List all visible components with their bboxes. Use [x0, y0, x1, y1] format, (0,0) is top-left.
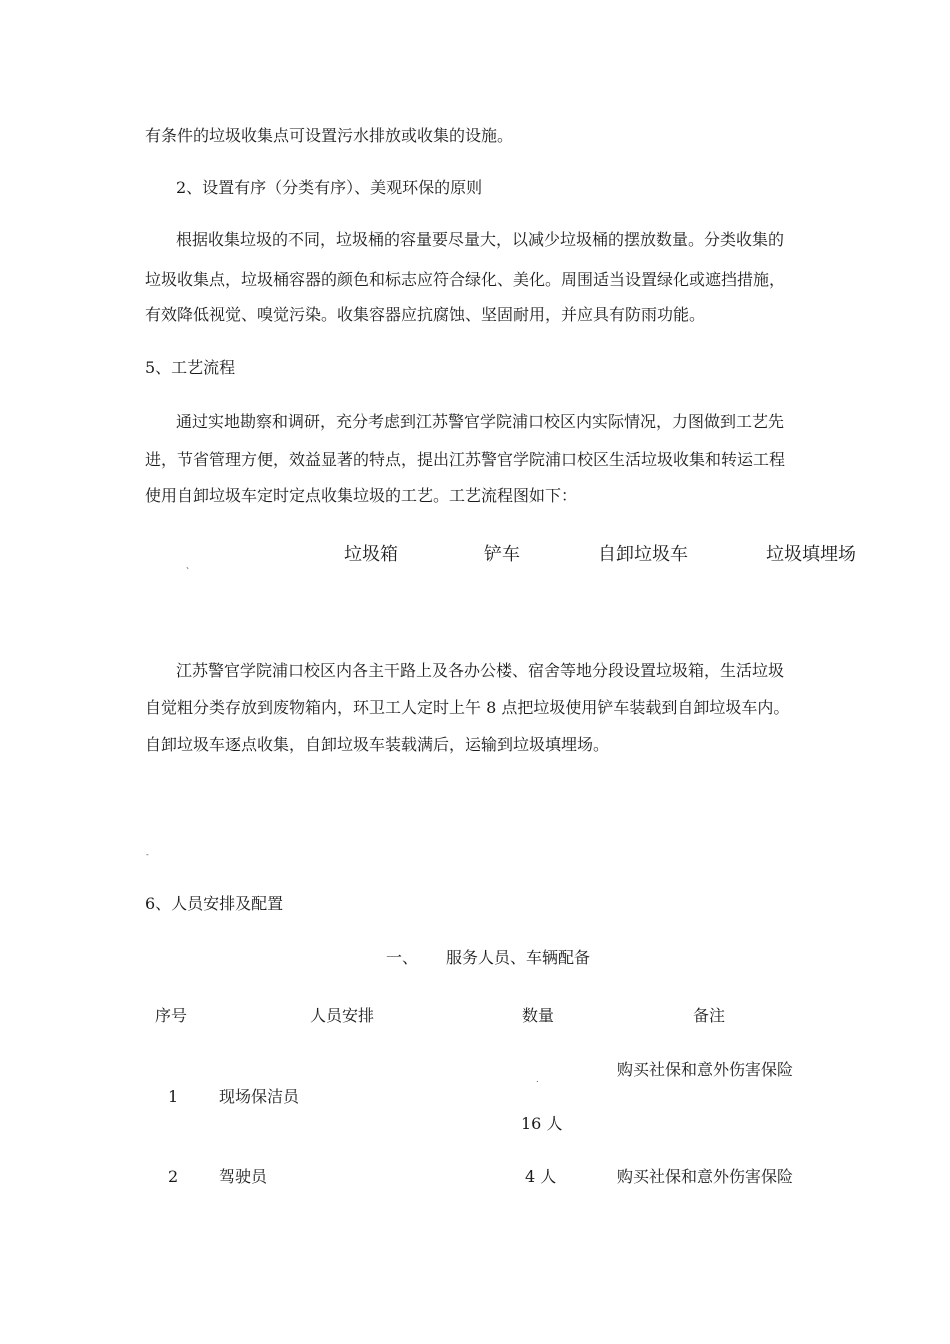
stray-mark: 、 — [186, 561, 194, 570]
paragraph-line: 自卸垃圾车逐点收集，自卸垃圾车装载满后，运输到垃圾填埋场。 — [145, 735, 610, 754]
table-title-number: 一、 — [386, 948, 419, 967]
paragraph-line: 根据收集垃圾的不同，垃圾桶的容量要尽量大，以减少垃圾桶的摆放数量。分类收集的 — [176, 230, 785, 249]
paragraph-line: 通过实地勘察和调研，充分考虑到江苏警官学院浦口校区内实际情况，力图做到工艺先 — [176, 412, 785, 431]
flow-step: 垃圾填埋场 — [766, 544, 856, 565]
flow-step: 垃圾箱 — [344, 544, 398, 565]
stray-mark: . — [536, 1075, 539, 1084]
paragraph-line: 有条件的垃圾收集点可设置污水排放或收集的设施。 — [145, 126, 514, 145]
section-heading: 5、工艺流程 — [145, 358, 236, 377]
table-header-no: 序号 — [155, 1006, 188, 1025]
paragraph-line: 自觉粗分类存放到废物箱内，环卫工人定时上午 8 点把垃圾使用铲车装载到自卸垃圾车内。 — [145, 698, 790, 717]
table-cell-note: 购买社保和意外伤害保险 — [617, 1167, 794, 1186]
table-cell-no: 2 — [168, 1167, 179, 1186]
table-cell-role: 驾驶员 — [219, 1167, 268, 1186]
table-header-qty: 数量 — [522, 1006, 555, 1025]
stray-mark: - — [146, 850, 149, 859]
table-cell-qty: 16 人 — [521, 1114, 563, 1133]
paragraph-line: 进，节省管理方便，效益显著的特点，提出江苏警官学院浦口校区生活垃圾收集和转运工程 — [145, 450, 786, 469]
section-heading: 6、人员安排及配置 — [145, 894, 284, 913]
flow-step: 自卸垃圾车 — [598, 544, 688, 565]
table-title: 服务人员、车辆配备 — [446, 948, 591, 967]
table-cell-no: 1 — [168, 1087, 179, 1106]
flow-step: 铲车 — [484, 544, 520, 565]
table-header-note: 备注 — [693, 1006, 726, 1025]
section-heading: 2、设置有序（分类有序）、美观环保的原则 — [176, 178, 483, 197]
table-header-role: 人员安排 — [310, 1006, 375, 1025]
table-cell-qty: 4 人 — [525, 1167, 557, 1186]
paragraph-line: 有效降低视觉、嗅觉污染。收集容器应抗腐蚀、坚固耐用，并应具有防雨功能。 — [145, 305, 706, 324]
paragraph-line: 江苏警官学院浦口校区内各主干路上及各办公楼、宿舍等地分段设置垃圾箱，生活垃圾 — [176, 661, 785, 680]
paragraph-line: 垃圾收集点，垃圾桶容器的颜色和标志应符合绿化、美化。周围适当设置绿化或遮挡措施， — [145, 270, 786, 289]
paragraph-line: 使用自卸垃圾车定时定点收集垃圾的工艺。工艺流程图如下： — [145, 486, 578, 505]
table-cell-role: 现场保洁员 — [219, 1087, 300, 1106]
table-cell-note: 购买社保和意外伤害保险 — [617, 1060, 794, 1079]
